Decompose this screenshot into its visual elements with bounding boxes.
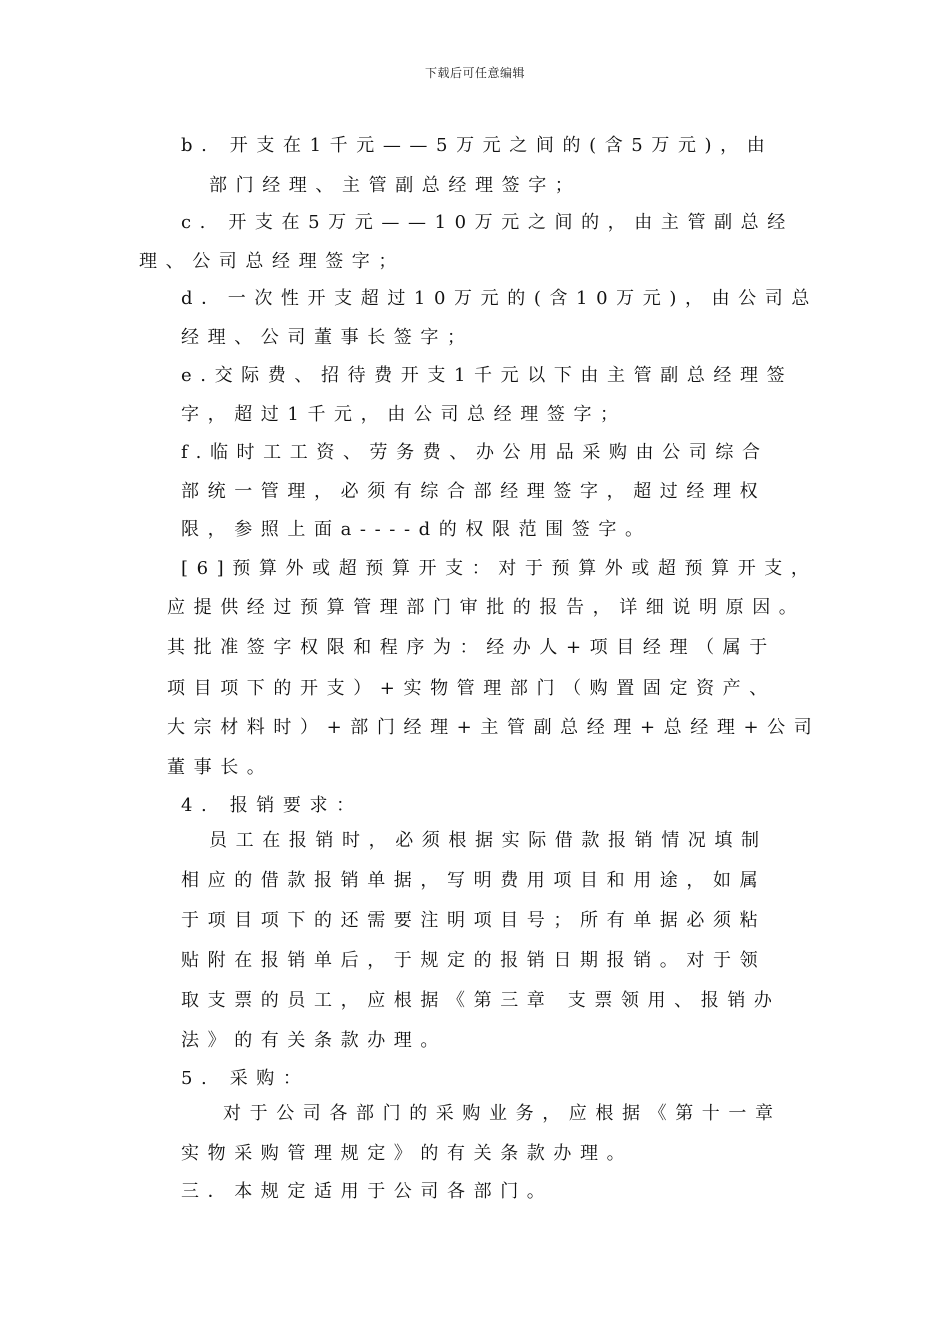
text-line: 限，参照上面a----d的权限范围签字。: [181, 519, 652, 540]
text-line: 理、公司总经理签字；: [139, 251, 405, 272]
text-line: c. 开支在5万元——10万元之间的，由主管副总经: [181, 212, 794, 233]
text-line: 大宗材料时）+部门经理+主管副总经理+总经理+公司: [167, 717, 821, 738]
text-line: 董事长。: [167, 757, 274, 778]
text-line: 经理、公司董事长签字；: [181, 327, 474, 348]
text-line: 对于公司各部门的采购业务，应根据《第十一章: [223, 1103, 782, 1124]
text-line: e.交际费、招待费开支1千元以下由主管副总经理签: [181, 365, 794, 386]
text-line: 应提供经过预算管理部门审批的报告，详细说明原因。: [167, 597, 806, 618]
text-line: 部统一管理，必须有综合部经理签字，超过经理权: [181, 481, 767, 502]
text-line: 贴附在报销单后，于规定的报销日期报销。对于领: [181, 950, 767, 971]
text-line: 员工在报销时，必须根据实际借款报销情况填制: [209, 830, 768, 851]
text-line: 实物采购管理规定》的有关条款办理。: [181, 1143, 634, 1164]
text-line: 取支票的员工，应根据《第三章 支票领用、报销办: [181, 990, 781, 1011]
text-line: 三．本规定适用于公司各部门。: [181, 1181, 554, 1202]
text-line: 相应的借款报销单据，写明费用项目和用途，如属: [181, 870, 767, 891]
text-line: 4. 报销要求：: [181, 795, 363, 816]
text-line: 项目项下的开支）+实物管理部门（购置固定资产、: [167, 678, 776, 699]
text-line: 法》的有关条款办理。: [181, 1030, 447, 1051]
text-line: 部门经理、主管副总经理签字；: [209, 175, 582, 196]
text-line: 5. 采购：: [181, 1068, 310, 1089]
text-line: [6]预算外或超预算开支：对于预算外或超预算开支，: [181, 558, 818, 579]
text-line: 于项目项下的还需要注明项目号；所有单据必须粘: [181, 910, 767, 931]
text-line: 其批准签字权限和程序为：经办人+项目经理（属于: [167, 637, 776, 658]
text-line: d．一次性开支超过10万元的(含10万元)，由公司总: [181, 288, 818, 309]
page-header: 下载后可任意编辑: [424, 66, 525, 80]
text-line: 字，超过1千元，由公司总经理签字；: [181, 404, 627, 425]
text-line: f.临时工工资、劳务费、办公用品采购由公司综合: [181, 442, 769, 463]
text-line: b. 开支在1千元——5万元之间的(含5万元)，由: [181, 135, 774, 156]
